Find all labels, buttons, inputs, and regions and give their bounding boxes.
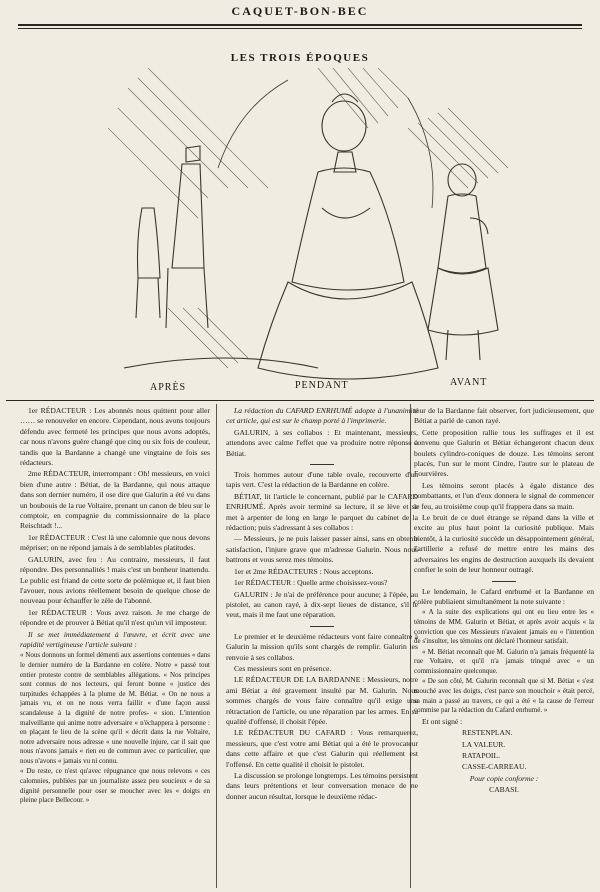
paragraph: 1er RÉDACTEUR : C'est là une calomnie que nous devons mépriser; on ne répond jamais à de semblables platitudes. [20, 532, 210, 553]
text-column-2 [226, 406, 418, 886]
paragraph: GALURIN, à ses collabos : Et maintenant, messieurs, attendons avec calme l'effet que va produire notre réponse à Bétiat. [226, 427, 418, 458]
quoted-note: « De son côté, M. Galurin reconnaît que si M. Bétiat « s'est mouché avec les doigts, c'est parce son mouchoir « était percé, sa main a passé au travers, ce qui a été « la cause de l'erreur commise par la rédaction du Cafard enrhumé. » [414, 677, 594, 715]
certification-line: Pour copie conforme : [469, 773, 539, 783]
paragraph: Les témoins seront placés à égale distance des combattants, et l'un d'eux donnera le signal de commencer le feu, au troisième coup qu'il frappera dans sa main. [414, 480, 594, 511]
quoted-article: « Nous donnons un formel démenti aux assertions contenues « dans le dernier numéro de la Bardanne en colère. Notre « passé tout entier proteste contre de semblables allégations. « Nos principes sont connus de nos lecteurs, qui feront bonne « justice des turpitudes échappées à la plume de M. Bétiat. « On ne nous a jamais vu, et on ne nous verra faillir « d'une façon aussi scandaleuse à la dignité de notre profes- « sion. L'intention malveillante qui anime notre adversaire « n'échappera à personne : en plaçant le lieu de la scène qu'il « décrit dans la rue Voltaire, notre adversaire nous adresse « une nouvelle injure, car il sait que nous n'avons jamais « rien eu de commun avec ce particulier, que nous n'avons « jamais vu ni connu. [20, 651, 210, 765]
paragraph: Cette proposition rallie tous les suffrages et il est convenu que Galurin et Bétiat échangeront chacun deux boulets cylindro-coniques de douze. Les témoins seront placés, l'un sur le mont Cindre, l'autre sur le plateau de Fourvières. [414, 427, 594, 479]
text-column-3 [414, 406, 594, 886]
paragraph: La discussion se prolonge longtemps. Les témoins persistent dans leurs prétentions et leur conversation menace de ne donner aucun résultat, lorsque le deuxième rédac- [226, 771, 418, 801]
paragraph: 1er RÉDACTEUR : Les abonnés nous quittent pour aller …… se renouveler en encore. Cependant, nous avons toujours défendu avec fermeté les principes que nous avons adoptés, car nous n'avons guère changé que cinq ou six fois de couleur, tandis que la Bardanne a changé une vingtaine de fois ses rédacteurs. [20, 406, 210, 468]
certifier-signature: CABASI. [489, 785, 519, 795]
signature-line: RESTENPLAN. [462, 728, 513, 738]
paragraph: 1er et 2me RÉDACTEURS : Nous acceptons. [234, 566, 374, 576]
paragraph: 1er RÉDACTEUR : Quelle arme choisissez-vous? [234, 578, 388, 588]
separator-rule [310, 626, 334, 627]
engraving-illustration [108, 68, 540, 384]
paragraph: Le lendemain, le Cafard enrhumé et la Bardanne en colère publiaient simultanément la note suivante : [414, 586, 594, 606]
quoted-article: « Du reste, ce n'est qu'avec répugnance que nous relevons « ces calomnies, publiées par un journaliste assez peu soucieux « de sa dignité personnelle pour oser se moucher avec les « doigts en pleine place Bellecour. » [20, 767, 210, 805]
paragraph: Ces messieurs sont en présence. [234, 663, 332, 673]
caption-apres: APRÈS [150, 382, 187, 393]
left-figures [124, 146, 318, 368]
paragraph: Le bruit de ce duel étrange se répand dans la ville et excite au plus haut point la curiosité publique. Mais bientôt, à la curiosité succède un désappointement général, l'artillerie a refusé de mettre entre les mains des adversaires les engins de destruction auxquels ils devaient confier le soin de leur honneur outragé. [414, 513, 594, 575]
running-title: CAQUET-BON-BEC [231, 4, 369, 18]
right-figure [428, 164, 498, 360]
caption-pendant: PENDANT [295, 380, 349, 391]
header-rule [18, 24, 582, 29]
paragraph: La rédaction du CAFARD ENRHUMÉ adopte à l'unanimité cet article, qui est sur le champ porté à l'imprimerie. [226, 406, 418, 426]
paragraph: — Messieurs, je ne puis laisser passer ainsi, sans en obtenir satisfaction, l'injure grave que m'adresse Galurin. Nous nous battrons et vous serez mes témoins. [226, 534, 418, 565]
caption-avant: AVANT [450, 377, 488, 388]
paragraph: LE RÉDACTEUR DU CAFARD : Vous remarquerez, messieurs, que c'est votre ami Bétiat qui a été le provocateur dans cette affaire et que c'est Galurin qui réellement est l'offensé. En cette qualité il choisit le pistolet. [226, 728, 418, 769]
paragraph: GALURIN, avec feu : Au contraire, messieurs, il faut répondre. Des personnalités ! mais c'est un bonheur inattendu. Le public est friand de cette sorte de polémique et, il faut bien l'avouer, nous avions réellement besoin de quelque chose de nouveau pour échauffer le zèle de l'abonné. [20, 554, 210, 606]
paragraph: LE RÉDACTEUR DE LA BARDANNE : Messieurs, notre ami Bétiat a été gravement insulté par M. Galurin. Nous sommes chargés de vous faire connaître qu'il exige une rétractation de l'article, ou une réparation par les armes. En sa qualité d'offensé, il choisit l'épée. [226, 675, 418, 726]
paragraph: Et ont signé : [422, 716, 463, 726]
paragraph: teur de la Bardanne fait observer, fort judicieusement, que Bétiat a parlé de canon rayé. [414, 406, 594, 426]
signature-line: CASSE-CARREAU. [462, 762, 527, 772]
separator-rule [310, 464, 334, 465]
paragraph: Le premier et le deuxième rédacteurs vont faire connaître à Galurin la mission qu'ils sont chargés de remplir. Galurin les renvoie à ses collabos. [226, 631, 418, 662]
text-column-1 [20, 406, 210, 886]
column-rule [216, 404, 217, 888]
central-figure [258, 94, 438, 379]
hatching [108, 68, 508, 368]
quoted-note: « M. Bétiat reconnaît que M. Galurin n'a jamais fréquenté la rue Voltaire, et qu'il n'a jamais trinqué avec « un commissionnaire quelconque. [414, 647, 594, 675]
section-rule [6, 400, 594, 401]
signature-line: LA VALEUR. [462, 739, 506, 749]
quoted-note: « A la suite des explications qui ont eu lieu entre les « témoins de MM. Galurin et Bétiat, et après avoir acquis « la conviction que ces Messieurs n'avaient jamais eu « l'intention de s'insulter, les témoins ont déclaré l'honneur satisfait. [414, 608, 594, 646]
page-title: LES TROIS ÉPOQUES [230, 52, 370, 64]
paragraph: 1er RÉDACTEUR : Vous avez raison. Je me charge de répondre et de prouver à Bétiat qu'il n'est qu'un vil imposteur. [20, 607, 210, 628]
paragraph: GALURIN : Je n'ai de préférence pour aucune; à l'épée, au pistolet, au canon rayé, à dix-sept lieues de distance, s'il le veut, mais il me faut une réparation. [226, 589, 418, 620]
paragraph: Trois hommes autour d'une table ovale, recouverte d'un tapis vert. C'est la rédaction de la Bardanne en colère. [226, 470, 418, 490]
paragraph: Il se met immédiatement à l'œuvre, et écrit avec une rapidité vertigineuse l'article suivant : [20, 629, 210, 649]
paragraph: 2me RÉDACTEUR, interrompant : Oh! messieurs, en voici bien d'une autre : Bétiat, de la Bardanne, qui nous attaque dans son dernier numéro, il ose dire que Galurin a été vu dans un boubouis de la rue Voltaire, prenant un canon de bleu sur le comptoir, en compagnie du commissionnaire de la place Reischtadt !... [20, 469, 210, 531]
paragraph: BÉTIAT, lit l'article le concernant, publié par le CAFARD ENRHUMÉ. Après avoir terminé sa lecture, il se lève et se met à arpenter de long en large le parquet du cabinet de la rédaction; puis s'adressant à ses collabos : [226, 491, 418, 533]
separator-rule [492, 581, 516, 582]
signature-line: RATAPOIL. [462, 751, 500, 761]
